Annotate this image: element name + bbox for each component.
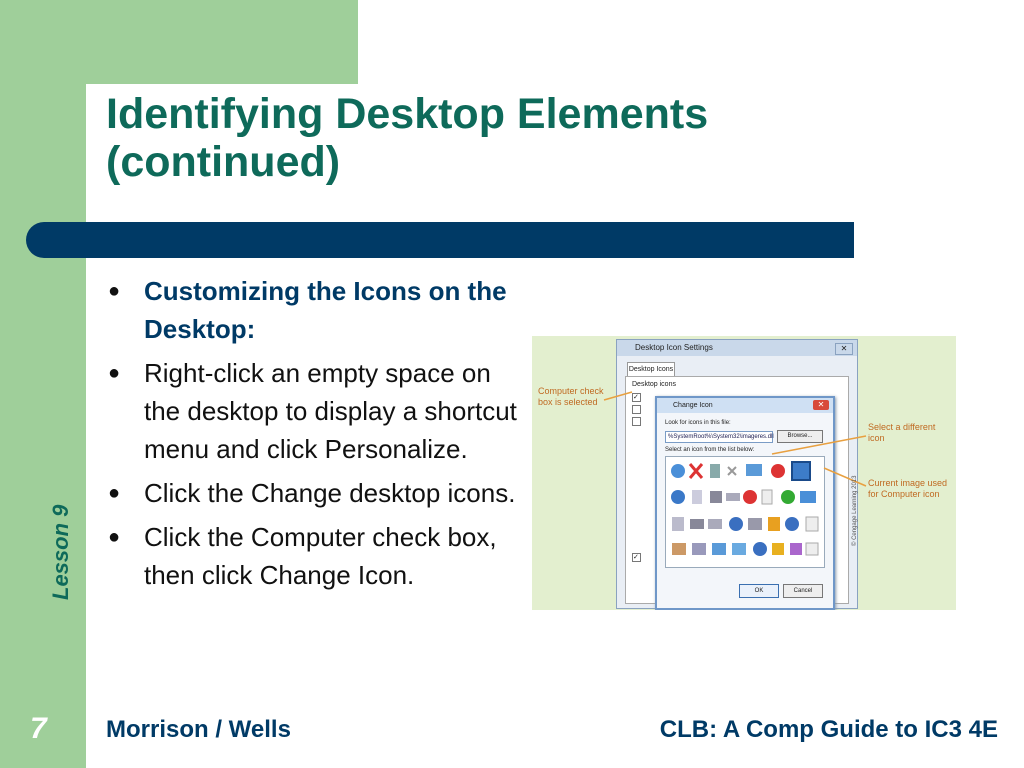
- title-underline-bar: [26, 222, 854, 258]
- close-icon: ✕: [813, 400, 829, 410]
- footer-authors: Morrison / Wells: [106, 716, 291, 743]
- screenshot-figure: [532, 336, 956, 610]
- bullet-text: Click the Change desktop icons.: [144, 478, 516, 508]
- ok-button: OK: [739, 584, 779, 598]
- computer-checkbox: ✓: [632, 393, 643, 402]
- dialog-title: Change Icon: [657, 398, 833, 413]
- group-label: Desktop icons: [632, 381, 676, 388]
- annotation-select-icon: Select a different icon: [868, 422, 936, 443]
- browse-button: Browse...: [777, 430, 823, 443]
- slide-number: 7: [30, 712, 47, 745]
- bullet-dot-icon: ●: [108, 482, 121, 504]
- allow-checkbox: ✓: [632, 553, 643, 562]
- select-icon-label: Select an icon from the list below:: [665, 447, 755, 453]
- bullet-item: [104, 474, 534, 512]
- bullet-text: Right-click an empty space on the desktop to display a shortcut menu and click Personalize.: [144, 358, 517, 464]
- close-icon: ✕: [835, 343, 853, 355]
- look-for-label: Look for icons in this file:: [665, 420, 731, 426]
- top-accent-band: [86, 0, 358, 84]
- bullet-item: [104, 272, 534, 348]
- file-path-field: %SystemRoot%\System32\imageres.dll: [665, 431, 773, 443]
- window-title: Desktop Icon Settings: [617, 340, 857, 356]
- footer-course-title: CLB: A Comp Guide to IC3 4E: [659, 716, 998, 743]
- bullet-dot-icon: ●: [108, 280, 121, 302]
- copyright-credit: © Cengage Learning 2013: [852, 475, 858, 546]
- title-line-1: Identifying Desktop Elements: [106, 90, 709, 138]
- bullet-item: [104, 354, 534, 468]
- lesson-label: Lesson 9: [48, 504, 73, 600]
- annotation-computer-check: Computer check box is selected: [538, 386, 604, 407]
- bullet-text: Customizing the Icons on the Desktop:: [144, 276, 507, 344]
- bullet-dot-icon: ●: [108, 526, 121, 548]
- annotation-current-image: Current image used for Computer icon: [868, 478, 948, 499]
- cancel-button: Cancel: [783, 584, 823, 598]
- bullet-item: [104, 518, 534, 594]
- bullet-dot-icon: ●: [108, 362, 121, 384]
- annotation-arrows: [532, 336, 956, 610]
- side-accent-band: [0, 0, 86, 768]
- page-title: [106, 90, 906, 186]
- bullet-list: [104, 272, 534, 600]
- title-line-2: (continued): [106, 138, 341, 186]
- tab-desktop-icons: Desktop Icons: [627, 362, 675, 378]
- bullet-text: Click the Computer check box, then click Change Icon.: [144, 522, 497, 590]
